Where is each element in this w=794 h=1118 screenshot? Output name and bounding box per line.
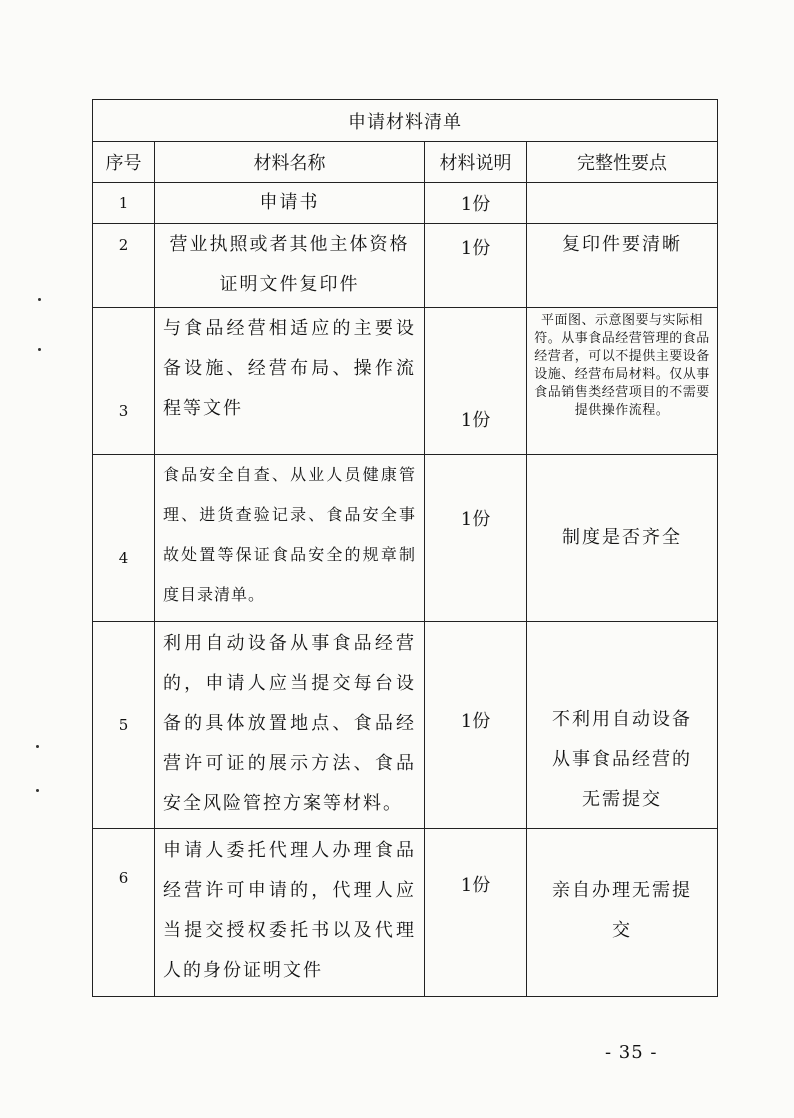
header-qty: 材料说明 (425, 142, 527, 183)
material-quantity: 1份 (425, 622, 527, 829)
table-header-row (93, 142, 718, 183)
header-name: 材料名称 (155, 142, 425, 183)
material-name: 食品安全自查、从业人员健康管理、进货查验记录、食品安全事故处置等保证食品安全的规章制度目录清单。 (155, 455, 425, 622)
material-name: 营业执照或者其他主体资格证明文件复印件 (155, 224, 425, 308)
completeness-note (527, 183, 718, 224)
scan-speck (38, 298, 41, 301)
material-quantity: 1份 (425, 829, 527, 997)
materials-table-wrapper (92, 99, 717, 997)
row-number: 4 (93, 455, 155, 622)
scan-speck (36, 789, 39, 792)
row-number: 6 (93, 829, 155, 997)
row-number: 2 (93, 224, 155, 308)
material-quantity: 1份 (425, 455, 527, 622)
material-name: 利用自动设备从事食品经营的，申请人应当提交每台设备的具体放置地点、食品经营许可证的展示方法、食品安全风险管控方案等材料。 (155, 622, 425, 829)
table-row (93, 455, 718, 622)
table-caption: 申请材料清单 (93, 100, 718, 142)
material-name: 申请人委托代理人办理食品经营许可申请的，代理人应当提交授权委托书以及代理人的身份证明文件 (155, 829, 425, 997)
row-number: 3 (93, 308, 155, 455)
completeness-note: 平面图、示意图要与实际相符。从事食品经营管理的食品经营者，可以不提供主要设备设施、经营布局材料。仅从事食品销售类经营项目的不需要提供操作流程。 (527, 308, 718, 455)
material-quantity: 1份 (425, 308, 527, 455)
completeness-note: 不利用自动设备从事食品经营的无需提交 (527, 622, 718, 829)
row-number: 1 (93, 183, 155, 224)
table-row (93, 183, 718, 224)
table-row (93, 308, 718, 455)
material-name: 与食品经营相适应的主要设备设施、经营布局、操作流程等文件 (155, 308, 425, 455)
material-name: 申请书 (155, 183, 425, 224)
scan-speck (38, 348, 41, 351)
materials-table (92, 99, 718, 997)
material-quantity: 1份 (425, 224, 527, 308)
table-row (93, 224, 718, 308)
header-no: 序号 (93, 142, 155, 183)
header-req: 完整性要点 (527, 142, 718, 183)
completeness-note: 复印件要清晰 (527, 224, 718, 308)
table-row (93, 829, 718, 997)
row-number: 5 (93, 622, 155, 829)
page-number: - 35 - (605, 1042, 658, 1063)
table-row (93, 622, 718, 829)
material-quantity: 1份 (425, 183, 527, 224)
completeness-note: 亲自办理无需提交 (527, 829, 718, 997)
scan-speck (36, 745, 39, 748)
completeness-note: 制度是否齐全 (527, 455, 718, 622)
